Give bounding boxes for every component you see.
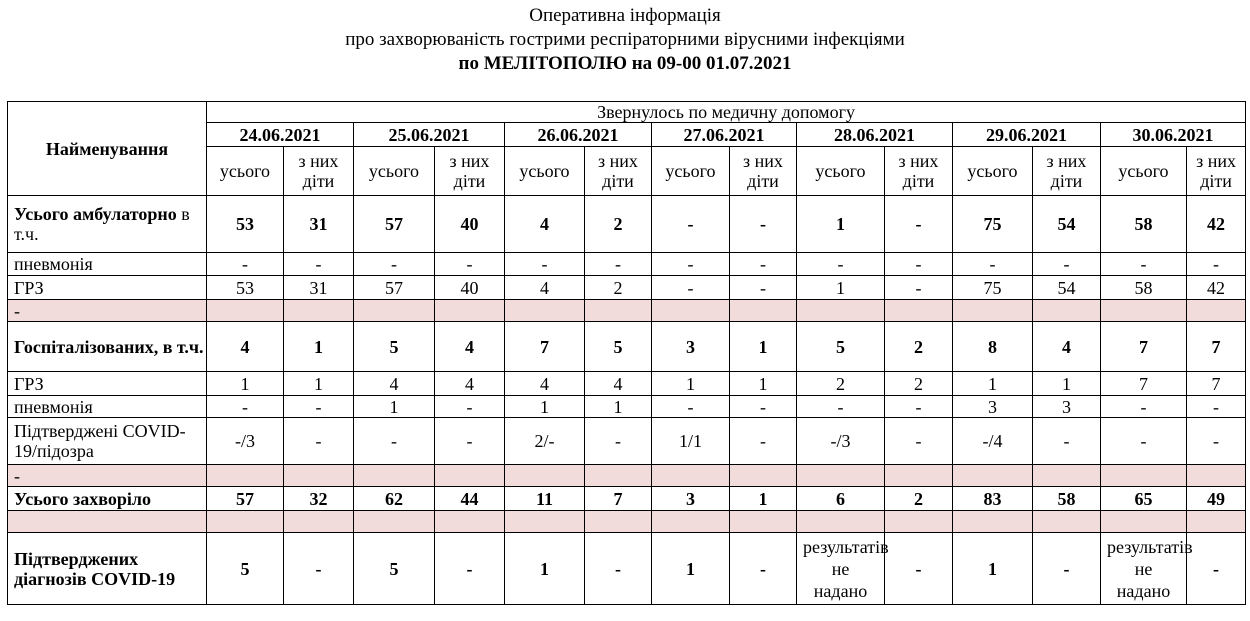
separator-cell (885, 465, 953, 487)
separator-cell (207, 465, 284, 487)
value-cell: - (730, 418, 797, 465)
morbidity-table (7, 101, 1246, 605)
value-cell: 7 (1101, 322, 1187, 372)
row-label (8, 372, 207, 396)
date-header: 24.06.2021 (207, 123, 354, 147)
value-cell: 65 (1101, 487, 1187, 511)
value-cell: 1 (505, 533, 585, 605)
separator-cell (284, 300, 354, 322)
sub-header-total: усього (354, 147, 435, 196)
separator-cell (435, 511, 505, 533)
value-cell: - (885, 253, 953, 276)
value-cell: -/3 (797, 418, 885, 465)
table-row (8, 533, 1246, 605)
date-header: 29.06.2021 (953, 123, 1101, 147)
sub-header-children: з них діти (284, 147, 354, 196)
value-cell: - (585, 253, 652, 276)
value-cell: 3 (953, 396, 1033, 418)
value-cell: - (1187, 418, 1246, 465)
value-cell: 54 (1033, 276, 1101, 300)
value-cell: 31 (284, 196, 354, 253)
value-cell: результатів не надано (1101, 533, 1187, 605)
value-cell: 5 (797, 322, 885, 372)
separator-cell: - (8, 300, 207, 322)
separator-cell (730, 300, 797, 322)
value-cell: - (1033, 253, 1101, 276)
value-cell: - (1187, 396, 1246, 418)
value-cell: 1 (284, 372, 354, 396)
value-cell: 44 (435, 487, 505, 511)
value-cell: - (652, 253, 730, 276)
value-cell: - (652, 396, 730, 418)
value-cell: 2 (885, 372, 953, 396)
table-row (8, 396, 1246, 418)
sub-header-children: з них діти (585, 147, 652, 196)
value-cell: 4 (505, 276, 585, 300)
value-cell: - (207, 253, 284, 276)
value-cell: - (885, 196, 953, 253)
value-cell: 1 (953, 372, 1033, 396)
row-label (8, 396, 207, 418)
value-cell: - (953, 253, 1033, 276)
value-cell: 1 (730, 487, 797, 511)
separator-cell (505, 465, 585, 487)
value-cell: - (730, 196, 797, 253)
value-cell: 75 (953, 276, 1033, 300)
separator-cell (435, 300, 505, 322)
row-label-text: ГРЗ (14, 373, 44, 394)
value-cell: 42 (1187, 276, 1246, 300)
sub-header-children: з них діти (730, 147, 797, 196)
value-cell: - (730, 396, 797, 418)
value-cell: - (284, 253, 354, 276)
value-cell: - (505, 253, 585, 276)
value-cell: 4 (505, 196, 585, 253)
row-label (8, 196, 207, 253)
row-label-text: пневмонія (14, 396, 93, 417)
separator-cell (1033, 511, 1101, 533)
value-cell: - (435, 418, 505, 465)
separator-cell (505, 300, 585, 322)
sub-header-children: з них діти (1033, 147, 1101, 196)
separator-cell (885, 300, 953, 322)
row-label (8, 322, 207, 372)
row-label (8, 533, 207, 605)
separator-cell (435, 465, 505, 487)
heading-line-1: Оперативна інформація (529, 5, 721, 26)
value-cell: 2 (797, 372, 885, 396)
value-cell: 4 (585, 372, 652, 396)
separator-cell (1033, 300, 1101, 322)
value-cell: 58 (1101, 276, 1187, 300)
row-label (8, 487, 207, 511)
value-cell: - (585, 533, 652, 605)
row-label-text: Підтверджених діагнозів COVID-19 (14, 548, 176, 589)
value-cell: 7 (505, 322, 585, 372)
separator-cell (953, 465, 1033, 487)
value-cell: 40 (435, 276, 505, 300)
value-cell: 1/1 (652, 418, 730, 465)
separator-cell (652, 511, 730, 533)
value-cell: - (1101, 253, 1187, 276)
separator-cell (730, 465, 797, 487)
separator-cell (585, 511, 652, 533)
value-cell: 5 (354, 322, 435, 372)
group-header: Звернулось по медичну допомогу (207, 102, 1246, 123)
separator-cell (730, 511, 797, 533)
sub-header-total: усього (505, 147, 585, 196)
value-cell: - (1033, 418, 1101, 465)
table-row (8, 487, 1246, 511)
value-cell: 1 (585, 396, 652, 418)
value-cell: 1 (953, 533, 1033, 605)
value-cell: - (797, 253, 885, 276)
sub-header-total: усього (953, 147, 1033, 196)
value-cell: 1 (284, 322, 354, 372)
value-cell: 32 (284, 487, 354, 511)
value-cell: 1 (730, 322, 797, 372)
sub-header-total: усього (1101, 147, 1187, 196)
value-cell: -/4 (953, 418, 1033, 465)
row-label (8, 276, 207, 300)
table-row (8, 418, 1246, 465)
separator-cell (354, 465, 435, 487)
value-cell: 7 (1101, 372, 1187, 396)
value-cell: - (730, 276, 797, 300)
row-label-suffix: в т.ч. (14, 204, 190, 244)
value-cell: 54 (1033, 196, 1101, 253)
value-cell: 3 (652, 322, 730, 372)
value-cell: 57 (354, 196, 435, 253)
table-row (8, 372, 1246, 396)
separator-cell (652, 300, 730, 322)
value-cell: 1 (730, 372, 797, 396)
row-label (8, 418, 207, 465)
date-header: 30.06.2021 (1101, 123, 1246, 147)
value-cell: 1 (797, 276, 885, 300)
value-cell: 1 (207, 372, 284, 396)
header-row-group (8, 102, 1246, 123)
table-row (8, 253, 1246, 276)
value-cell: - (1187, 533, 1246, 605)
value-cell: - (284, 418, 354, 465)
separator-cell (354, 300, 435, 322)
value-cell: -/3 (207, 418, 284, 465)
value-cell: 75 (953, 196, 1033, 253)
value-cell: 3 (1033, 396, 1101, 418)
value-cell: 4 (435, 322, 505, 372)
value-cell: 57 (354, 276, 435, 300)
value-cell: - (885, 533, 953, 605)
date-header: 26.06.2021 (505, 123, 652, 147)
row-label-text: Усього захворіло (14, 488, 151, 509)
separator-cell (1033, 465, 1101, 487)
separator-cell (1187, 465, 1246, 487)
separator-cell (885, 511, 953, 533)
value-cell: - (435, 396, 505, 418)
heading-line-3: по МЕЛІТОПОЛЮ на 09-00 01.07.2021 (458, 53, 792, 74)
value-cell: 1 (797, 196, 885, 253)
value-cell: - (652, 196, 730, 253)
value-cell: 5 (207, 533, 284, 605)
separator-cell (797, 300, 885, 322)
value-cell: 7 (1187, 322, 1246, 372)
value-cell: - (354, 253, 435, 276)
value-cell: 6 (797, 487, 885, 511)
separator-cell (1187, 511, 1246, 533)
value-cell: 1 (505, 396, 585, 418)
value-cell: 4 (505, 372, 585, 396)
value-cell: 7 (585, 487, 652, 511)
separator-cell (354, 511, 435, 533)
value-cell: 4 (435, 372, 505, 396)
value-cell: - (730, 533, 797, 605)
report-heading (0, 0, 1250, 76)
value-cell: - (885, 276, 953, 300)
value-cell: 5 (585, 322, 652, 372)
value-cell: 53 (207, 276, 284, 300)
separator-cell: - (8, 465, 207, 487)
value-cell: 40 (435, 196, 505, 253)
value-cell: - (1187, 253, 1246, 276)
value-cell: - (885, 396, 953, 418)
row-label-text: Усього амбулаторно (14, 204, 177, 224)
value-cell: - (207, 396, 284, 418)
sub-header-total: усього (797, 147, 885, 196)
separator-cell (797, 511, 885, 533)
value-cell: 1 (354, 396, 435, 418)
separator-cell (797, 465, 885, 487)
value-cell: 1 (652, 533, 730, 605)
value-cell: - (1101, 418, 1187, 465)
separator-cell (585, 300, 652, 322)
separator-cell (284, 465, 354, 487)
sub-header-children: з них діти (885, 147, 953, 196)
table-row (8, 322, 1246, 372)
value-cell: 7 (1187, 372, 1246, 396)
separator-cell (284, 511, 354, 533)
value-cell: 11 (505, 487, 585, 511)
value-cell: 4 (1033, 322, 1101, 372)
separator-cell (207, 511, 284, 533)
value-cell: 58 (1101, 196, 1187, 253)
date-header: 25.06.2021 (354, 123, 505, 147)
separator-cell (953, 300, 1033, 322)
sub-header-total: усього (207, 147, 284, 196)
value-cell: 2 (585, 196, 652, 253)
separator-cell (8, 511, 207, 533)
value-cell: 2/- (505, 418, 585, 465)
value-cell: 2 (585, 276, 652, 300)
value-cell: 42 (1187, 196, 1246, 253)
separator-cell (585, 465, 652, 487)
value-cell: 53 (207, 196, 284, 253)
row-label-text: Підтверджені COVID-19/підозра (14, 421, 186, 461)
value-cell: - (585, 418, 652, 465)
separator-cell (1187, 300, 1246, 322)
separator-row (8, 465, 1246, 487)
table-row (8, 196, 1246, 253)
separator-cell (207, 300, 284, 322)
value-cell: 4 (354, 372, 435, 396)
value-cell: результатів не надано (797, 533, 885, 605)
value-cell: - (797, 396, 885, 418)
row-label-text: пневмонія (14, 254, 93, 274)
value-cell: 49 (1187, 487, 1246, 511)
sub-header-children: з них діти (435, 147, 505, 196)
date-header: 28.06.2021 (797, 123, 953, 147)
value-cell: 2 (885, 487, 953, 511)
separator-row (8, 511, 1246, 533)
sub-header-children: з них діти (1187, 147, 1246, 196)
value-cell: 5 (354, 533, 435, 605)
value-cell: 8 (953, 322, 1033, 372)
value-cell: 1 (652, 372, 730, 396)
separator-cell (1101, 511, 1187, 533)
value-cell: 58 (1033, 487, 1101, 511)
separator-cell (1101, 300, 1187, 322)
value-cell: 3 (652, 487, 730, 511)
row-label-text: ГРЗ (14, 277, 44, 298)
separator-cell (505, 511, 585, 533)
separator-cell (652, 465, 730, 487)
value-cell: 62 (354, 487, 435, 511)
heading-line-2: про захворюваність гострими респіраторними вірусними інфекціями (345, 29, 905, 50)
value-cell: 2 (885, 322, 953, 372)
value-cell: 4 (207, 322, 284, 372)
value-cell: - (435, 253, 505, 276)
row-label-text: Госпіталізованих, в т.ч. (14, 336, 204, 357)
value-cell: 57 (207, 487, 284, 511)
value-cell: - (652, 276, 730, 300)
value-cell: - (284, 533, 354, 605)
sub-header-total: усього (652, 147, 730, 196)
table-row (8, 276, 1246, 300)
separator-cell (953, 511, 1033, 533)
value-cell: - (435, 533, 505, 605)
value-cell: 83 (953, 487, 1033, 511)
value-cell: - (1101, 396, 1187, 418)
separator-row (8, 300, 1246, 322)
value-cell: - (284, 396, 354, 418)
value-cell: - (730, 253, 797, 276)
value-cell: - (1033, 533, 1101, 605)
value-cell: - (885, 418, 953, 465)
name-header: Найменування (8, 102, 207, 196)
separator-cell (1101, 465, 1187, 487)
row-label (8, 253, 207, 276)
value-cell: 1 (1033, 372, 1101, 396)
value-cell: 31 (284, 276, 354, 300)
date-header: 27.06.2021 (652, 123, 797, 147)
value-cell: - (354, 418, 435, 465)
